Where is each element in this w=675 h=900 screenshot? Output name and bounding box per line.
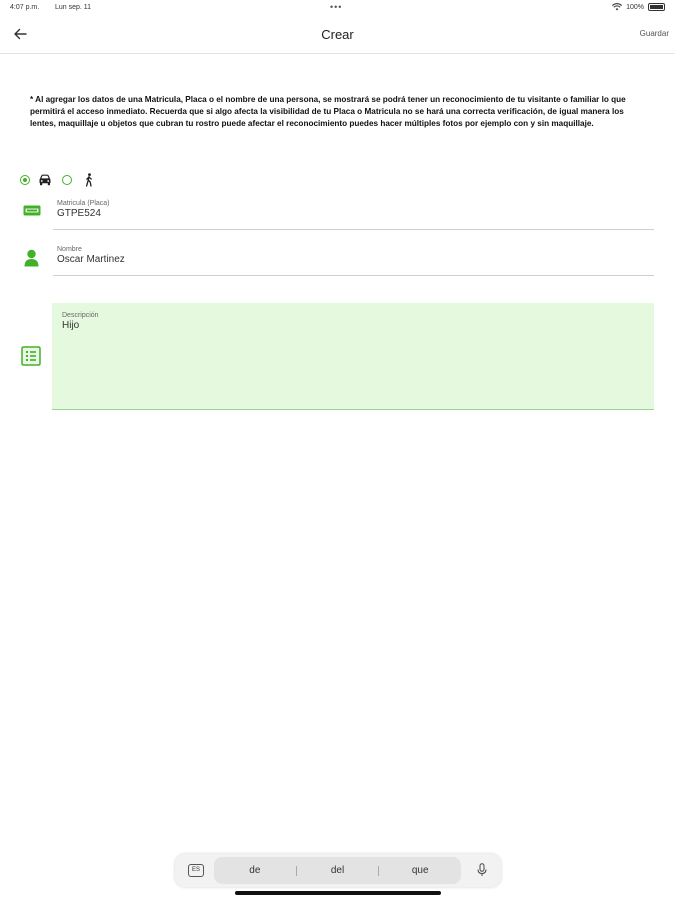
status-right (612, 3, 665, 11)
name-value[interactable]: Oscar Martinez (57, 254, 125, 265)
battery-icon (648, 3, 665, 11)
suggestion-item[interactable]: que (411, 865, 429, 876)
name-underline (53, 275, 654, 276)
access-type-selector (20, 172, 94, 188)
suggestion-item[interactable]: del (330, 865, 345, 876)
suggestion-item[interactable]: de (249, 865, 261, 876)
plate-value[interactable]: GTPE524 (57, 208, 101, 219)
name-label: Nombre (57, 246, 82, 253)
plate-field[interactable] (53, 200, 654, 230)
page-title: Crear (321, 27, 354, 42)
plate-underline (53, 229, 654, 230)
home-indicator[interactable] (235, 891, 441, 895)
navigation-bar (0, 18, 675, 54)
plate-field-row (0, 196, 675, 230)
description-label: Descripción (62, 312, 99, 319)
keyboard-language-icon[interactable]: ES (188, 864, 204, 877)
keyboard-suggestion-bar (175, 854, 501, 887)
car-icon (38, 174, 52, 186)
plate-label: Matricula (Placa) (57, 200, 110, 207)
save-button[interactable]: Guardar (639, 29, 669, 38)
suggestion-strip (214, 857, 461, 884)
battery-percent: 100% (626, 3, 644, 11)
walking-person-icon (84, 173, 94, 187)
wifi-icon (612, 3, 622, 11)
status-time: 4:07 p.m. (10, 4, 40, 11)
radio-vehicle[interactable] (20, 175, 30, 185)
status-bar (0, 0, 675, 16)
name-field[interactable] (53, 246, 654, 276)
notes-icon (21, 346, 41, 366)
name-field-row (0, 243, 675, 276)
multitasking-dots-icon[interactable]: ••• (330, 2, 343, 12)
description-field[interactable] (52, 303, 654, 410)
license-plate-icon (23, 205, 41, 216)
status-date: Lun sep. 11 (55, 4, 92, 11)
description-value[interactable]: Hijo (62, 320, 80, 331)
radio-pedestrian[interactable] (62, 175, 72, 185)
person-icon (24, 249, 39, 267)
microphone-icon[interactable] (477, 863, 487, 877)
info-notice: * Al agregar los datos de una Matricula, Placa o el nombre de una persona, se mostrará se podrá tener un reconocimiento de tu visitante o familiar lo que permitirá el acceso inmediato. Recuerda que si algo afecta la visibilidad de tu Placa o Matricula no se hará una correcta verificación, de igual manera los lentes, maquillaje u objetos que cubran tu rostro puede afectar el reconocimiento puedes hacer múltiples fotos por ejemplo con y sin maquillaje. (30, 95, 626, 128)
